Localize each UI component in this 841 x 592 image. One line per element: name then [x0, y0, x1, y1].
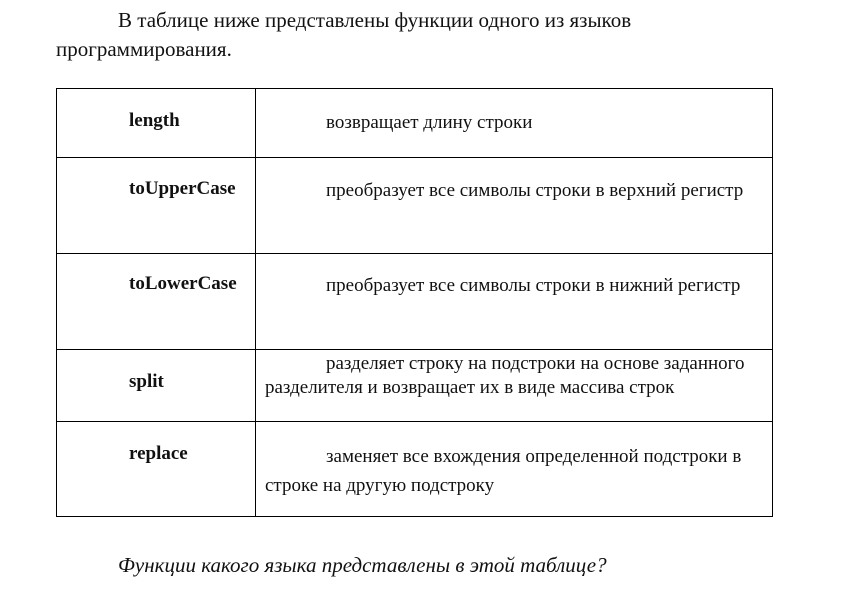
table-row	[57, 89, 773, 158]
question-text: Функции какого языка представлены в этой таблице?	[118, 553, 607, 577]
intro-paragraph: В таблице ниже представлены функции одного из языков программирования.	[56, 8, 632, 61]
function-name: replace	[57, 422, 256, 517]
function-name: length	[57, 89, 256, 158]
function-description-text: возвращает длину строки	[326, 112, 533, 133]
function-description	[256, 350, 773, 422]
function-description-text: преобразует все символы строки в нижний регистр	[326, 275, 741, 296]
function-description	[256, 422, 773, 517]
functions-table	[56, 88, 773, 517]
table-row	[57, 422, 773, 517]
function-description	[256, 158, 773, 254]
function-name: toUpperCase	[57, 158, 256, 254]
function-description-text: заменяет все вхождения определенной подстроки в строке на другую подстроку	[265, 446, 742, 496]
table-row	[57, 158, 773, 254]
function-name: split	[57, 350, 256, 422]
function-name: toLowerCase	[57, 254, 256, 350]
function-description	[256, 89, 773, 158]
function-description-text: преобразует все символы строки в верхний регистр	[326, 180, 744, 201]
table-row	[57, 350, 773, 422]
table-row	[57, 254, 773, 350]
function-description-text: разделяет строку на подстроки на основе заданного разделителя и возвращает их в виде массива строк	[265, 353, 745, 398]
function-description	[256, 254, 773, 350]
